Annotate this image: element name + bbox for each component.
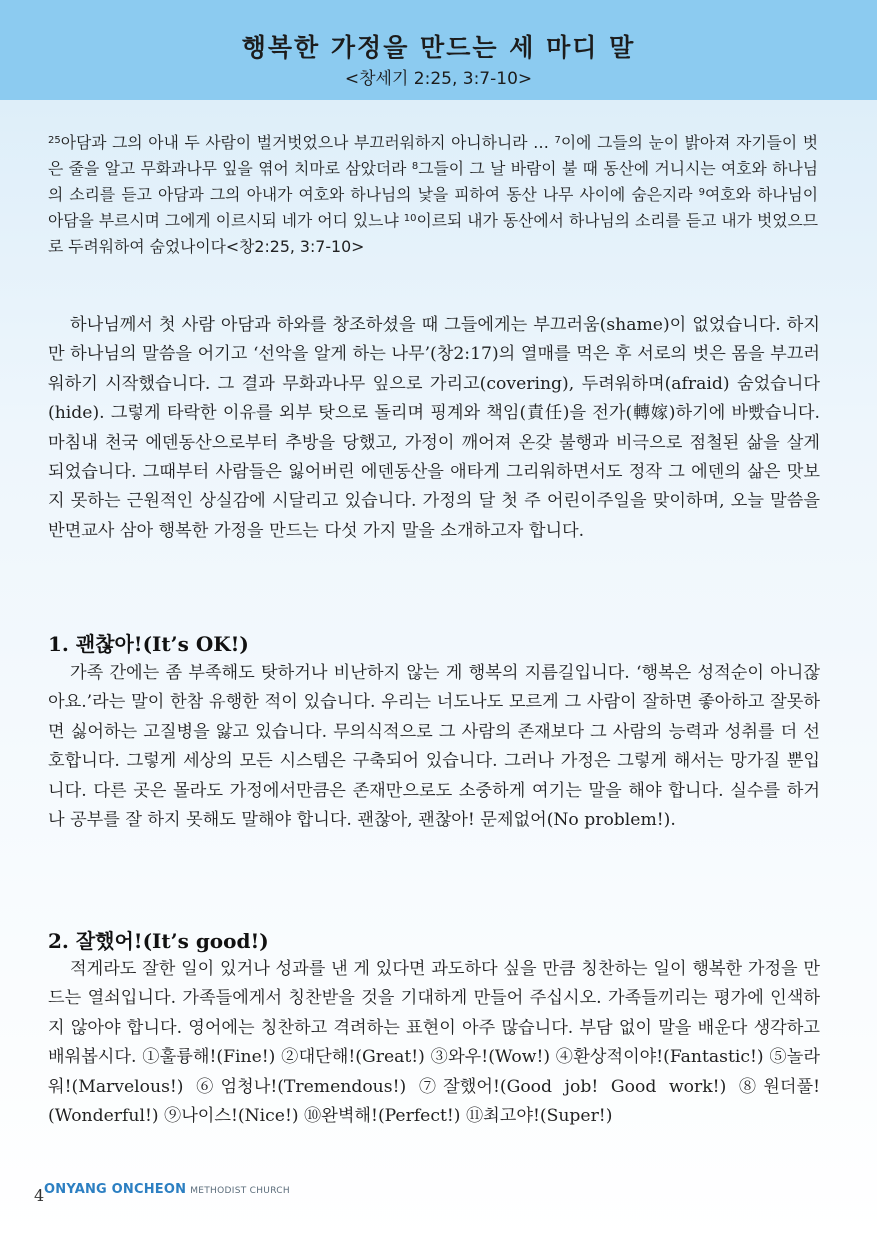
verse-number: 10 <box>403 213 417 224</box>
section-heading-its-ok: 1. 괜찮아!(It’s OK!) <box>48 632 249 656</box>
church-name: ONYANG ONCHEON <box>44 1182 187 1197</box>
intro-text: 하나님께서 첫 사람 아담과 하와를 창조하셨을 때 그들에게는 부끄러움(shame)이 없었습니다. 하지만 하나님의 말씀을 어기고 ‘선악을 알게 하는 나무’(창2:17)의 열매를 먹은 후 서로의 벗은 몸을 부끄러워하기 시작했습니다. 그 결과 무화과나무 잎으로 가리고(covering), 두려워하며(afraid) 숨었습니다(hide). 그렇게 타락한 이유를 외부 탓으로 돌리며 핑계와 책임(責任)을 전가(轉嫁)하기에 바빴습니다. 마침내 천국 에덴동산으로부터 추방을 당했고, 가정이 깨어져 온갖 불행과 비극으로 점철된 삶을 살게 되었습니다. 그때부터 사람들은 잃어버린 에덴동산을 애타게 그리워하면서도 정작 그 에덴의 삶은 맛보지 못하는 근원적인 상실감에 시달리고 있습니다. 가정의 달 첫 주 어린이주일을 맞이하며, 오늘 말씀을 반면교사 삼아 행복한 가정을 만드는 다섯 가지 말을 소개하고자 합니다. <box>48 315 820 541</box>
verse-text: 여호와 하나님이 아담을 부르시며 그에게 이르시되 네가 어디 있느냐 <box>48 185 818 230</box>
church-logo-text <box>44 1182 290 1197</box>
scripture-passage <box>48 130 818 260</box>
section-text: 가족 간에는 좀 부족해도 탓하거나 비난하지 않는 게 행복의 지름길입니다. ‘행복은 성적순이 아니잖아요.’라는 말이 한참 유행한 적이 있습니다. 우리는 너도나도 모르게 그 사람이 잘하면 좋아하고 잘못하면 싫어하는 고질병을 앓고 있습니다. 무의식적으로 그 사람의 존재보다 그 사람의 능력과 성취를 더 선호합니다. 그렇게 세상의 모든 시스템은 구축되어 있습니다. 그러나 가정은 그렇게 해서는 망가질 뿐입니다. 다른 곳은 몰라도 가정에서만큼은 존재만으로도 소중하게 여기는 말을 해야 합니다. 실수를 하거나 공부를 잘 하지 못해도 말해야 합니다. 괜찮아, 괜찮아! 문제없어(No problem!). <box>48 663 820 831</box>
verse-text: 이에 그들의 눈이 밝아져 자기들이 벗은 줄을 알고 무화과나무 잎을 엮어 치마로 삼았더라 <box>48 133 819 178</box>
section-paragraph-its-ok <box>48 659 820 835</box>
verse-number: 7 <box>554 135 561 146</box>
page-subtitle: <창세기 2:25, 3:7-10> <box>344 69 533 89</box>
verse-text: 아담과 그의 아내 두 사람이 벌거벗었으나 부끄러워하지 아니하니라 … <box>60 133 555 152</box>
verse-number: 8 <box>411 161 419 172</box>
page-title: 행복한 가정을 만드는 세 마디 말 <box>241 33 636 62</box>
section-paragraph-its-good <box>48 955 820 1131</box>
church-subtitle: METHODIST CHURCH <box>190 1186 290 1196</box>
verse-text: 그들이 그 날 바람이 불 때 동산에 거니시는 여호와 하나님의 소리를 듣고 아담과 그의 아내가 여호와 하나님의 낯을 피하여 동산 나무 사이에 숨은지라 <box>48 159 818 204</box>
section-heading-its-good: 2. 잘했어!(It’s good!) <box>48 929 269 953</box>
verse-text: 이르되 내가 동산에서 하나님의 소리를 듣고 내가 벗었으므로 두려워하여 숨었나이다<창2:25, 3:7-10> <box>48 211 819 256</box>
verse-number: 25 <box>48 135 61 146</box>
page-number: 4 <box>34 1186 45 1205</box>
intro-paragraph <box>48 311 820 546</box>
section-text: 적게라도 잘한 일이 있거나 성과를 낸 게 있다면 과도하다 싶을 만큼 칭찬하는 일이 행복한 가정을 만드는 열쇠입니다. 가족들에게서 칭찬받을 것을 기대하게 만들어 주십시오. 가족들끼리는 평가에 인색하지 않아야 합니다. 영어에는 칭찬하고 격려하는 표현이 아주 많습니다. 부담 없이 말을 배운다 생각하고 배워봅시다. ①훌륭해!(Fine!) ②대단해!(Great!) ③와우!(Wow!) ④환상적이야!(Fantastic!) ⑤놀라워!(Marvelous!) ⑥엄청나!(Tremendous!) ⑦잘했어!(Good job! Good work!) ⑧원더풀!(Wonderful!) ⑨나이스!(Nice!) ⑩완벽해!(Perfect!) ⑪최고야!(Super!) <box>48 959 820 1127</box>
verse-number: 9 <box>698 187 706 198</box>
page-header <box>0 0 877 100</box>
